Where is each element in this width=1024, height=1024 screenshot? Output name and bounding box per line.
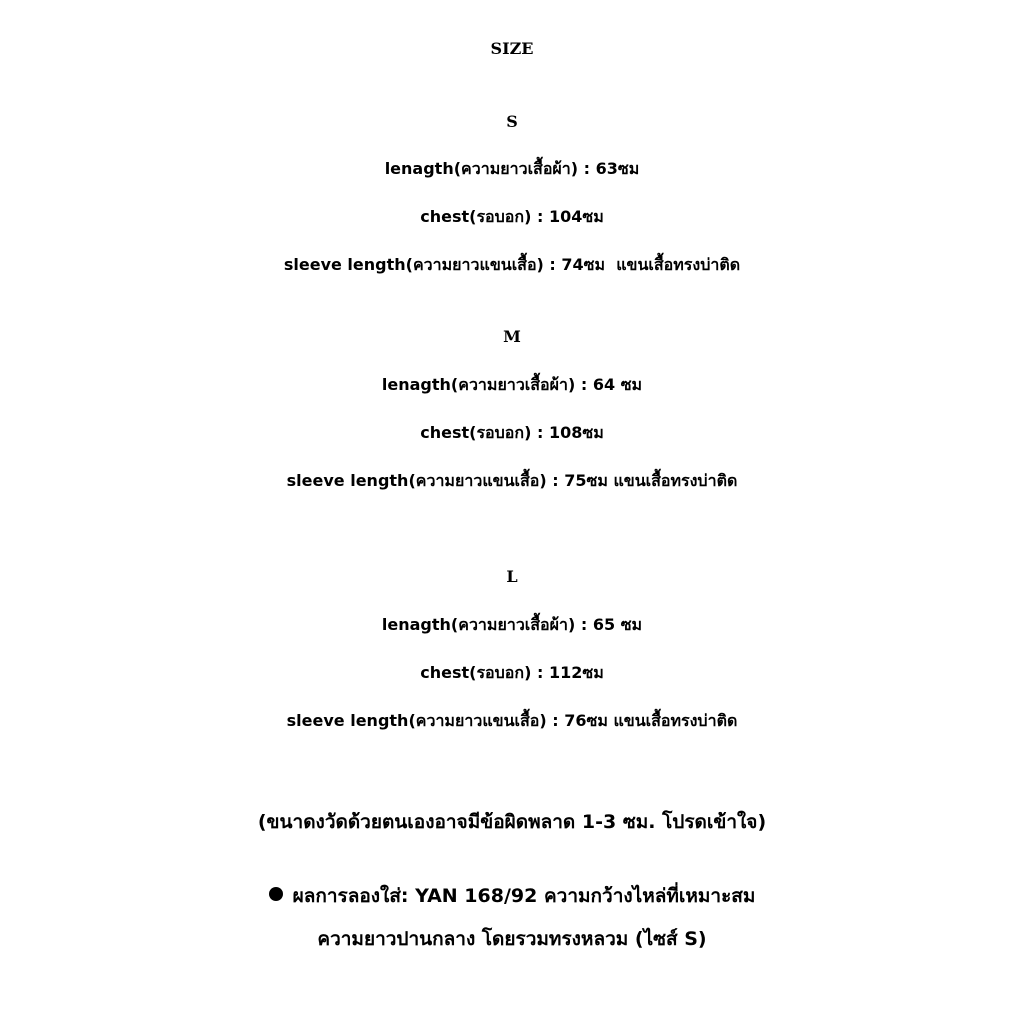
- size-s-length: lenagth(ความยาวเสื้อผ้า) : 63ซม: [384, 159, 640, 178]
- page-title: SIZE: [490, 39, 534, 58]
- fitting-line-2: ความยาวปานกลาง โดยรวมทรงหลวม (ไซส์ S): [317, 928, 707, 950]
- size-s-chest: chest(รอบอก) : 104ซม: [420, 207, 604, 226]
- fitting-text-1: ผลการลองใส่: YAN 168/92 ความกว้างไหล่ที่เหมาะสม: [292, 885, 756, 907]
- size-l-chest: chest(รอบอก) : 112ซม: [420, 663, 604, 682]
- size-label-m: M: [503, 327, 521, 346]
- size-m-length: lenagth(ความยาวเสื้อผ้า) : 64 ซม: [381, 375, 643, 394]
- size-label-l: L: [506, 567, 518, 586]
- fitting-line-1: [0, 887, 1024, 906]
- bullet-icon: [269, 887, 283, 901]
- size-s-sleeve: sleeve length(ความยาวแขนเสื้อ) : 74ซม แขนเสื้อทรงบ่าติด: [283, 255, 741, 274]
- size-label-s: S: [506, 112, 518, 131]
- size-m-chest: chest(รอบอก) : 108ซม: [420, 423, 604, 442]
- size-m-sleeve: sleeve length(ความยาวแขนเสื้อ) : 75ซม แขนเสื้อทรงบ่าติด: [286, 471, 738, 490]
- measurement-note: (ขนาดงวัดด้วยตนเองอาจมีข้อผิดพลาด 1-3 ซม. โปรดเข้าใจ): [257, 811, 767, 833]
- size-l-length: lenagth(ความยาวเสื้อผ้า) : 65 ซม: [381, 615, 643, 634]
- size-l-sleeve: sleeve length(ความยาวแขนเสื้อ) : 76ซม แขนเสื้อทรงบ่าติด: [286, 711, 738, 730]
